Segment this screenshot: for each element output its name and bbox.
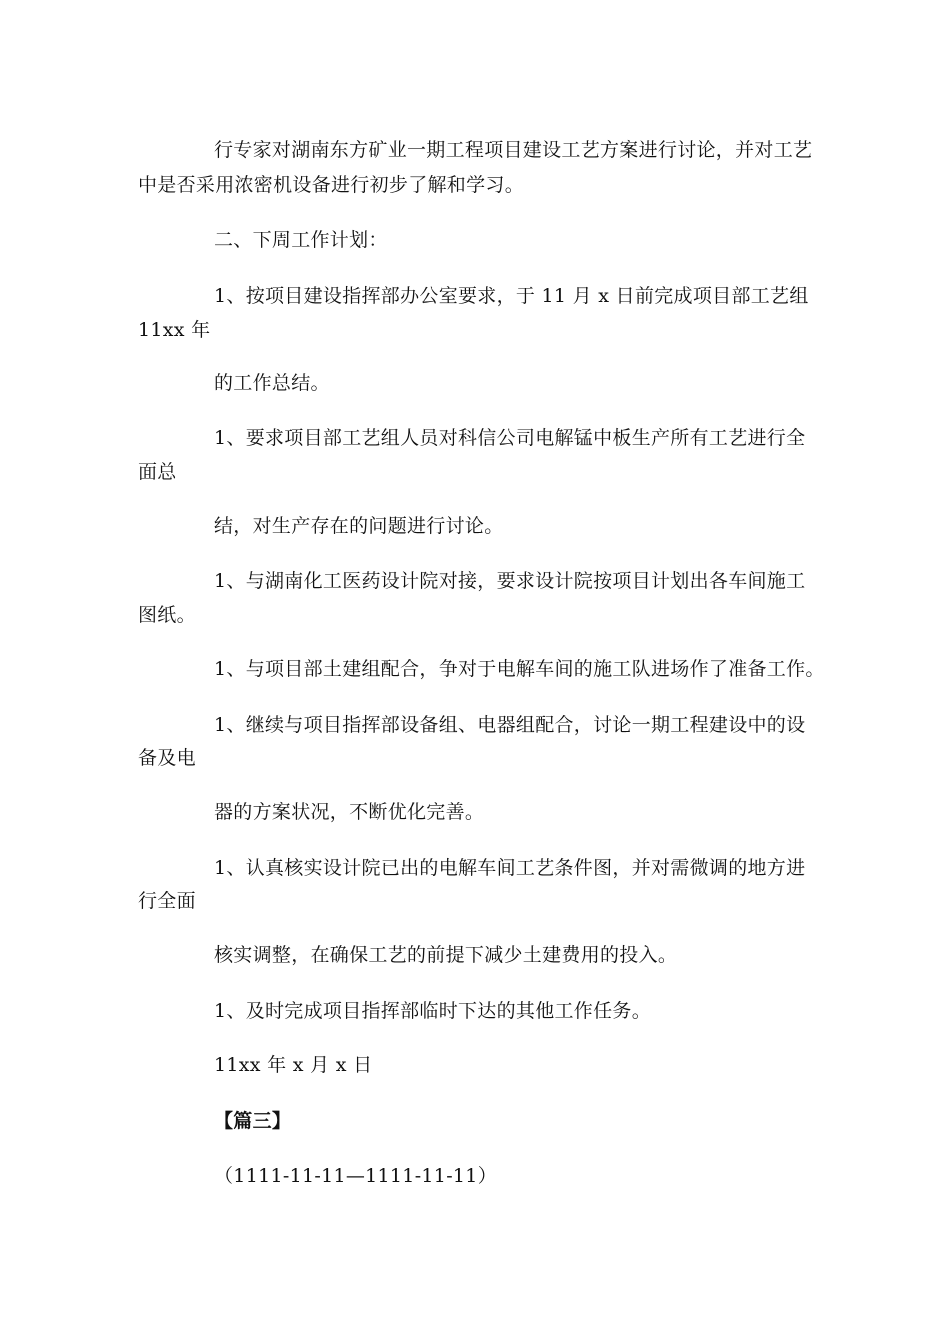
paragraph-line: 图纸。 — [138, 604, 196, 626]
section-heading: 二、下周工作计划： — [214, 229, 388, 251]
paragraph-line: 1、要求项目部工艺组人员对科信公司电解锰中板生产所有工艺进行全 — [214, 427, 806, 449]
paragraph-line: 核实调整，在确保工艺的前提下减少土建费用的投入。 — [214, 944, 678, 966]
section-title: 【篇三】 — [214, 1110, 292, 1132]
paragraph-line: 行全面 — [138, 890, 196, 912]
paragraph-line: 1、继续与项目指挥部设备组、电器组配合，讨论一期工程建设中的设 — [214, 714, 806, 736]
paragraph-line: 1、认真核实设计院已出的电解车间工艺条件图，并对需微调的地方进 — [214, 857, 806, 879]
paragraph-line: 备及电 — [138, 747, 196, 769]
paragraph-line: 的工作总结。 — [214, 372, 330, 394]
paragraph-line: 结，对生产存在的问题进行讨论。 — [214, 515, 504, 537]
paragraph-line: 1、按项目建设指挥部办公室要求，于 11 月 x 日前完成项目部工艺组 — [214, 285, 809, 307]
paragraph-line: 1、及时完成项目指挥部临时下达的其他工作任务。 — [214, 1000, 651, 1022]
date-range: （1111-11-11—1111-11-11） — [214, 1165, 497, 1187]
paragraph-line: 行专家对湖南东方矿业一期工程项目建设工艺方案进行讨论，并对工艺 — [214, 139, 813, 161]
date-line: 11xx 年 x 月 x 日 — [214, 1054, 373, 1076]
paragraph-line: 器的方案状况，不断优化完善。 — [214, 801, 485, 823]
paragraph-line: 1、与项目部土建组配合，争对于电解车间的施工队进场作了准备工作。 — [214, 658, 825, 680]
paragraph-line: 11xx 年 — [138, 319, 211, 341]
paragraph-line: 面总 — [138, 461, 177, 483]
paragraph-line: 1、与湖南化工医药设计院对接，要求设计院按项目计划出各车间施工 — [214, 570, 806, 592]
paragraph-line: 中是否采用浓密机设备进行初步了解和学习。 — [138, 174, 525, 196]
